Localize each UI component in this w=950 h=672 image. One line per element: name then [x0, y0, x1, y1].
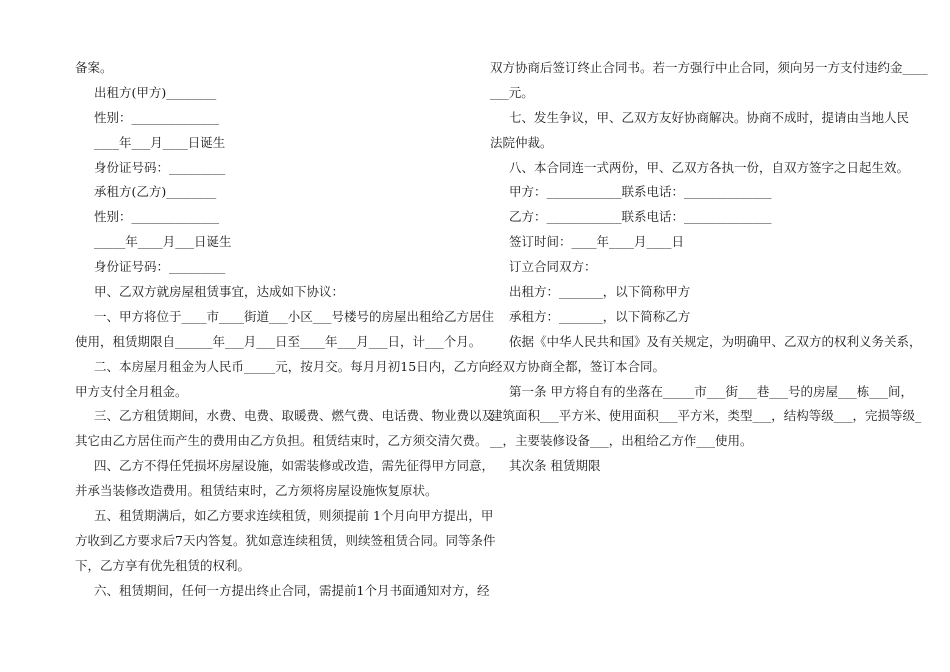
text-line: 并承当装修改造费用。租赁结束时，乙方须将房屋设施恢复原状。 [75, 483, 438, 499]
text-line: 签订时间：____年____月____日 [509, 234, 685, 250]
text-line: 法院仲裁。 [490, 134, 553, 150]
text-line: 五、租赁期满后，如乙方要求连续租赁，则须提前 1个月向甲方提出，甲 [94, 508, 494, 524]
text-line: 性别：______________ [94, 209, 220, 225]
text-line: 承租方：_______，以下简称乙方 [509, 308, 691, 324]
text-line: 其它由乙方居住而产生的费用由乙方负担。租赁结束时，乙方须交清欠费。 [75, 433, 488, 449]
text-line: 出租方(甲方)________ [94, 84, 217, 100]
text-line: ____年___月____日诞生 [94, 134, 226, 150]
text-line: 七、发生争议，甲、乙双方友好协商解决。协商不成时，提请由当地人民 [509, 109, 910, 125]
text-line: 承租方(乙方)________ [94, 184, 217, 200]
text-line: 订立合同双方： [509, 259, 597, 275]
text-line: 双方协商后签订终止合同书。若一方强行中止合同，须向另一方支付违约金____ [490, 60, 928, 75]
text-line: 下，乙方享有优先租赁的权利。 [75, 557, 251, 573]
text-line: 甲方支付全月租金。 [75, 383, 188, 399]
text-line: 性别：______________ [94, 109, 220, 125]
right-text-column [490, 56, 928, 479]
text-line: 出租方：_______，以下简称甲方 [509, 284, 691, 300]
text-line: 六、租赁期间，任何一方提出终止合同，需提前1个月书面通知对方，经 [94, 582, 490, 598]
text-line: __，主要装修设备___，出租给乙方作___使用。 [490, 433, 753, 449]
text-line: ___元。 [490, 84, 534, 100]
text-line: 建筑面积___平方米、使用面积___平方米，类型___，结构等级___，完损等级_ [490, 408, 922, 424]
text-line: 第一条 甲方将自有的坐落在_____市___街___巷___号的房屋___栋___间， [509, 383, 913, 399]
text-line: 甲方：____________联系电话：______________ [509, 184, 772, 200]
text-line: 身份证号码：_________ [94, 259, 226, 275]
text-line: 乙方：____________联系电话：______________ [509, 209, 772, 225]
text-line: _____年____月___日诞生 [94, 234, 232, 250]
text-line: 二、本房屋月租金为人民币_____元，按月交。每月月初15日内，乙方向 [94, 358, 492, 374]
text-line: 其次条 租赁期限 [509, 458, 601, 474]
text-line: 身份证号码：_________ [94, 159, 226, 175]
text-line: 方收到乙方要求后7天内答复。犹如意连续租赁，则续签租赁合同。同等条件 [75, 532, 496, 548]
text-line: 八、本合同连一式两份，甲、乙双方各执一份，自双方签字之日起生效。 [509, 159, 910, 175]
text-line: 一、甲方将位于____市____街道___小区___号楼号的房屋出租给乙方居住 [94, 308, 495, 324]
left-text-column [75, 56, 496, 604]
text-line: 甲、乙双方就房屋租赁事宜，达成如下协议： [94, 284, 345, 300]
text-line: 备案。 [75, 60, 113, 75]
text-line: 经双方协商全都，签订本合同。 [490, 358, 666, 374]
text-line: 使用，租赁期限自______年___月___日至____年___月___日，计___个月。 [75, 333, 482, 349]
text-line: 三、乙方租赁期间，水费、电费、取暖费、燃气费、电话费、物业费以及 [94, 408, 495, 424]
text-line: 四、乙方不得任凭损坏房屋设施，如需装修或改造，需先征得甲方同意， [94, 458, 495, 474]
text-line: 依据《中华人民共和国》及有关规定，为明确甲、乙双方的权利义务关系， [509, 333, 922, 349]
